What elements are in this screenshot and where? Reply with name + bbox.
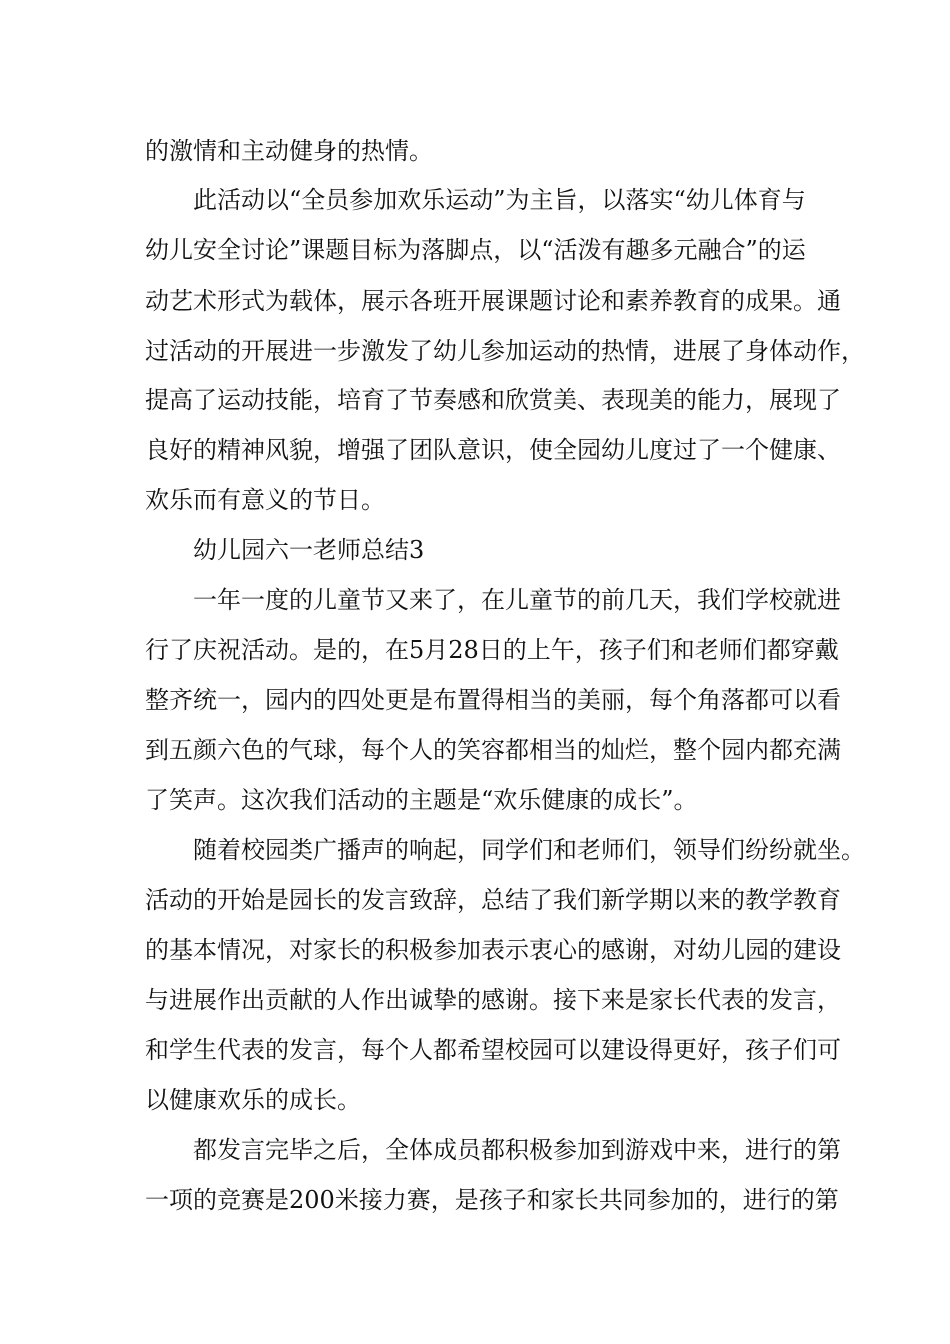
text-line: 欢乐而有意义的节日。 [145, 486, 385, 514]
text-line: 一项的竞赛是200米接力赛，是孩子和家长共同参加的，进行的第 [145, 1186, 839, 1214]
text-line: 的基本情况，对家长的积极参加表示衷心的感谢，对幼儿园的建设 [145, 936, 841, 964]
text-line: 都发言完毕之后，全体成员都积极参加到游戏中来，进行的第 [193, 1136, 841, 1164]
text-line: 到五颜六色的气球，每个人的笑容都相当的灿烂，整个园内都充满 [145, 736, 841, 764]
text-line: 良好的精神风貌，增强了团队意识，使全园幼儿度过了一个健康、 [145, 436, 841, 464]
text-line: 和学生代表的发言，每个人都希望校园可以建设得更好，孩子们可 [145, 1036, 841, 1064]
text-line: 行了庆祝活动。是的，在5月28日的上午，孩子们和老师们都穿戴 [145, 636, 839, 664]
text-line: 整齐统一，园内的四处更是布置得相当的美丽，每个角落都可以看 [145, 686, 841, 714]
text-line: 提高了运动技能，培育了节奏感和欣赏美、表现美的能力，展现了 [145, 386, 841, 414]
text-line: 一年一度的儿童节又来了，在儿童节的前几天，我们学校就进 [193, 586, 841, 614]
text-line: 以健康欢乐的成长。 [145, 1086, 361, 1114]
text-line: 活动的开始是园长的发言致辞，总结了我们新学期以来的教学教育 [145, 886, 841, 914]
text-line: 随着校园类广播声的响起，同学们和老师们，领导们纷纷就坐。 [193, 836, 865, 864]
text-line: 过活动的开展进一步激发了幼儿参加运动的热情，进展了身体动作， [145, 337, 865, 365]
text-line: 了笑声。这次我们活动的主题是“欢乐健康的成长”。 [145, 786, 698, 814]
text-line: 与进展作出贡献的人作出诚挚的感谢。接下来是家长代表的发言， [145, 986, 841, 1014]
text-line: 的激情和主动健身的热情。 [145, 137, 433, 165]
text-line: 此活动以“全员参加欢乐运动”为主旨，以落实“幼儿体育与 [193, 186, 806, 214]
text-line: 幼儿安全讨论”课题目标为落脚点，以“活泼有趣多元融合”的运 [145, 236, 806, 264]
text-line: 动艺术形式为载体，展示各班开展课题讨论和素养教育的成果。通 [145, 287, 841, 315]
section-heading: 幼儿园六一老师总结3 [193, 536, 425, 564]
